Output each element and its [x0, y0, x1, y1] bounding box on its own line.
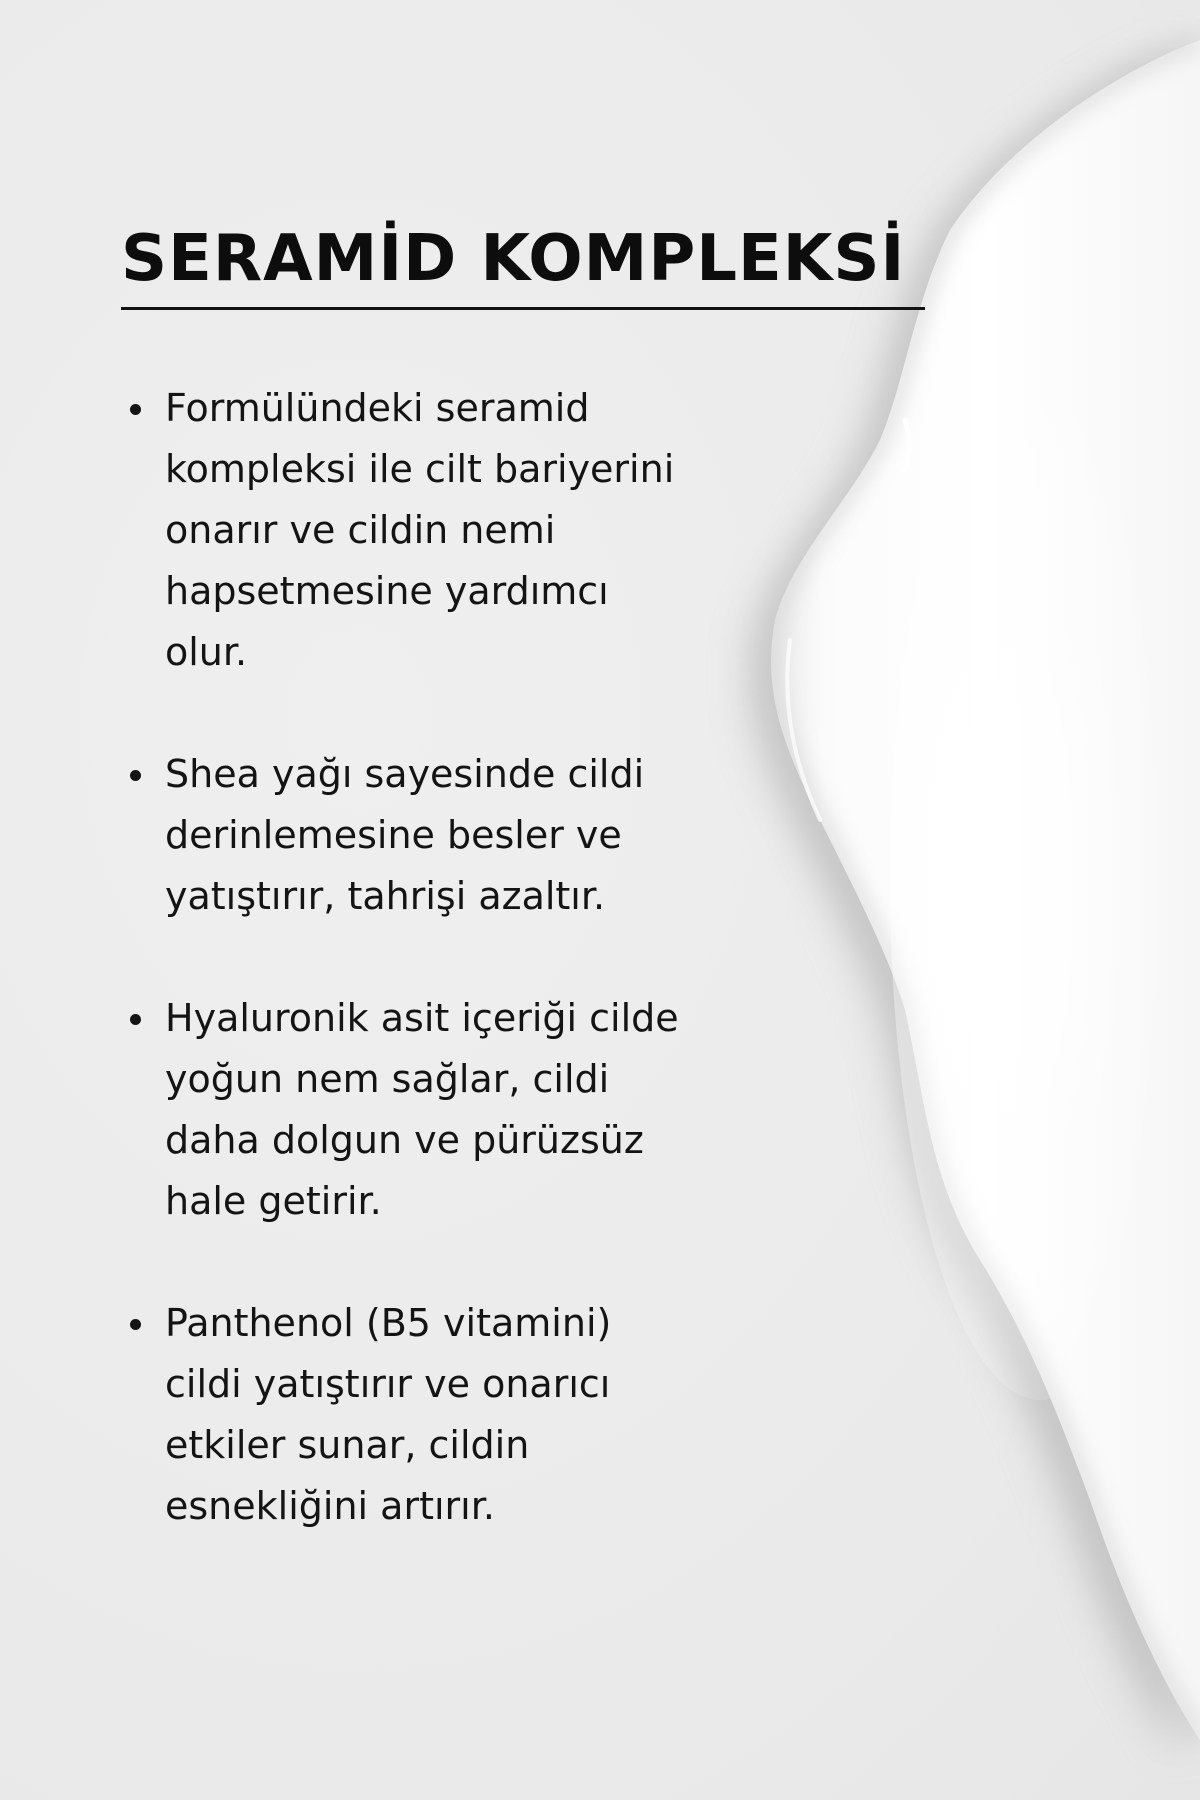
- list-item-line: esnekliğini artırır.: [165, 1484, 495, 1528]
- list-item: [121, 1293, 761, 1537]
- bullet-dot-icon: [130, 404, 141, 415]
- list-item-line: yoğun nem sağlar, cildi: [165, 1057, 610, 1101]
- list-item-line: kompleksi ile cilt bariyerini: [165, 447, 675, 491]
- bullet-dot-icon: [130, 1014, 141, 1025]
- list-item-line: Formülündeki seramid: [165, 386, 590, 430]
- list-item: [121, 988, 761, 1232]
- list-item: [121, 744, 761, 927]
- list-item-line: daha dolgun ve pürüzsüz: [165, 1118, 644, 1162]
- title-underline: [121, 307, 925, 310]
- list-item-line: etkiler sunar, cildin: [165, 1423, 530, 1467]
- list-item-line: Shea yağı sayesinde cildi: [165, 752, 645, 796]
- list-item-line: yatıştırır, tahrişi azaltır.: [165, 874, 606, 918]
- page-title: SERAMİD KOMPLEKSİ: [121, 222, 906, 296]
- list-item-line: olur.: [165, 630, 248, 674]
- list-item-line: onarır ve cildin nemi: [165, 508, 556, 552]
- list-item-line: derinlemesine besler ve: [165, 813, 622, 857]
- bullet-dot-icon: [130, 1319, 141, 1330]
- list-item-line: cildi yatıştırır ve onarıcı: [165, 1362, 611, 1406]
- feature-list: [121, 378, 761, 1598]
- list-item-line: Panthenol (B5 vitamini): [165, 1301, 612, 1345]
- list-item-line: hale getirir.: [165, 1179, 382, 1223]
- list-item-line: hapsetmesine yardımcı: [165, 569, 609, 613]
- list-item: [121, 378, 761, 683]
- bullet-dot-icon: [130, 770, 141, 781]
- list-item-line: Hyaluronik asit içeriği cilde: [165, 996, 679, 1040]
